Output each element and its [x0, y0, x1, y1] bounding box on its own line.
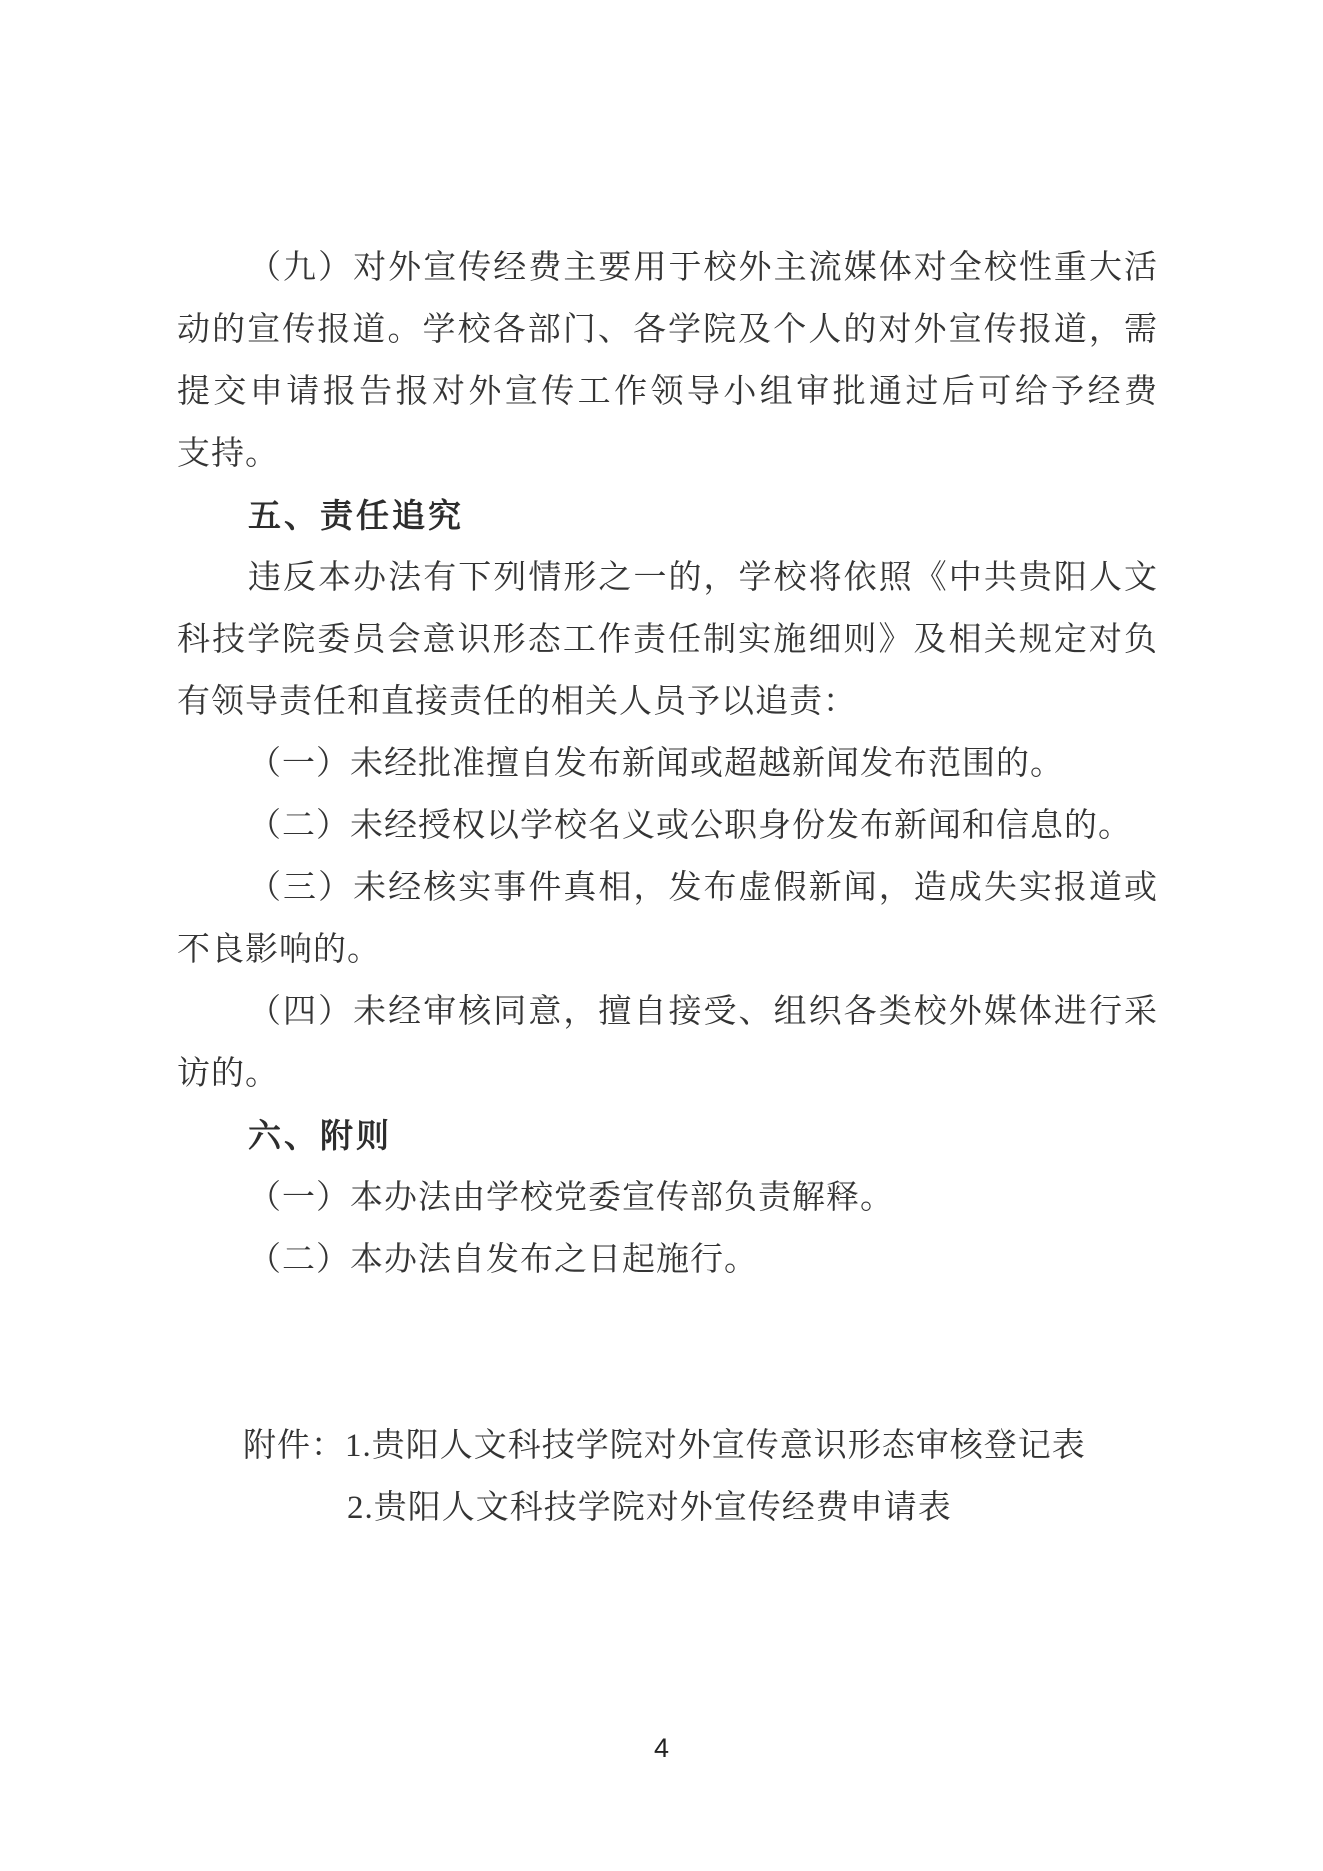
section-heading-five: 五、责任追究: [248, 497, 464, 534]
attachments-label: 附件：: [243, 1428, 345, 1464]
paragraph-clause-nine: [177, 237, 1158, 485]
clause-nine-line-4: 支持。: [177, 436, 279, 472]
item-three-line-1: （三）未经核实事件真相，发布虚假新闻，造成失实报道或: [248, 870, 1158, 906]
violation-line-3: 有领导责任和直接责任的相关人员予以追责：: [177, 684, 857, 720]
supplementary-item-two: （二）本办法自发布之日起施行。: [248, 1242, 758, 1278]
attachment-line-1: [177, 1415, 1158, 1477]
paragraph-violation-intro: [177, 547, 1158, 733]
item-four-line-2: 访的。: [177, 1056, 279, 1092]
attachment-item-1: 1.贵阳人文科技学院对外宣传意识形态审核登记表: [345, 1428, 1086, 1464]
section-heading-six: 六、附则: [248, 1117, 392, 1154]
attachments-block: [177, 1415, 1158, 1539]
clause-nine-line-1: （九）对外宣传经费主要用于校外主流媒体对全校性重大活: [248, 250, 1158, 286]
page-number: 4: [653, 1733, 670, 1763]
item-four-line-1: （四）未经审核同意，擅自接受、组织各类校外媒体进行采: [248, 994, 1158, 1030]
violation-item-four: [177, 981, 1158, 1105]
supplementary-item-one: （一）本办法由学校党委宣传部负责解释。: [248, 1180, 894, 1216]
violation-line-2: 科技学院委员会意识形态工作责任制实施细则》及相关规定对负: [177, 622, 1158, 658]
clause-nine-line-3: 提交申请报告报对外宣传工作领导小组审批通过后可给予经费: [177, 374, 1158, 410]
violation-item-one: （一）未经批准擅自发布新闻或超越新闻发布范围的。: [248, 746, 1064, 782]
attachment-line-2: 2.贵阳人文科技学院对外宣传经费申请表: [347, 1490, 952, 1526]
violation-line-1: 违反本办法有下列情形之一的，学校将依照《中共贵阳人文: [248, 560, 1158, 596]
violation-item-three: [177, 857, 1158, 981]
item-three-line-2: 不良影响的。: [177, 932, 381, 968]
document-body: [177, 237, 1158, 1539]
violation-item-two: （二）未经授权以学校名义或公职身份发布新闻和信息的。: [248, 808, 1132, 844]
clause-nine-line-2: 动的宣传报道。学校各部门、各学院及个人的对外宣传报道，需: [177, 312, 1158, 348]
